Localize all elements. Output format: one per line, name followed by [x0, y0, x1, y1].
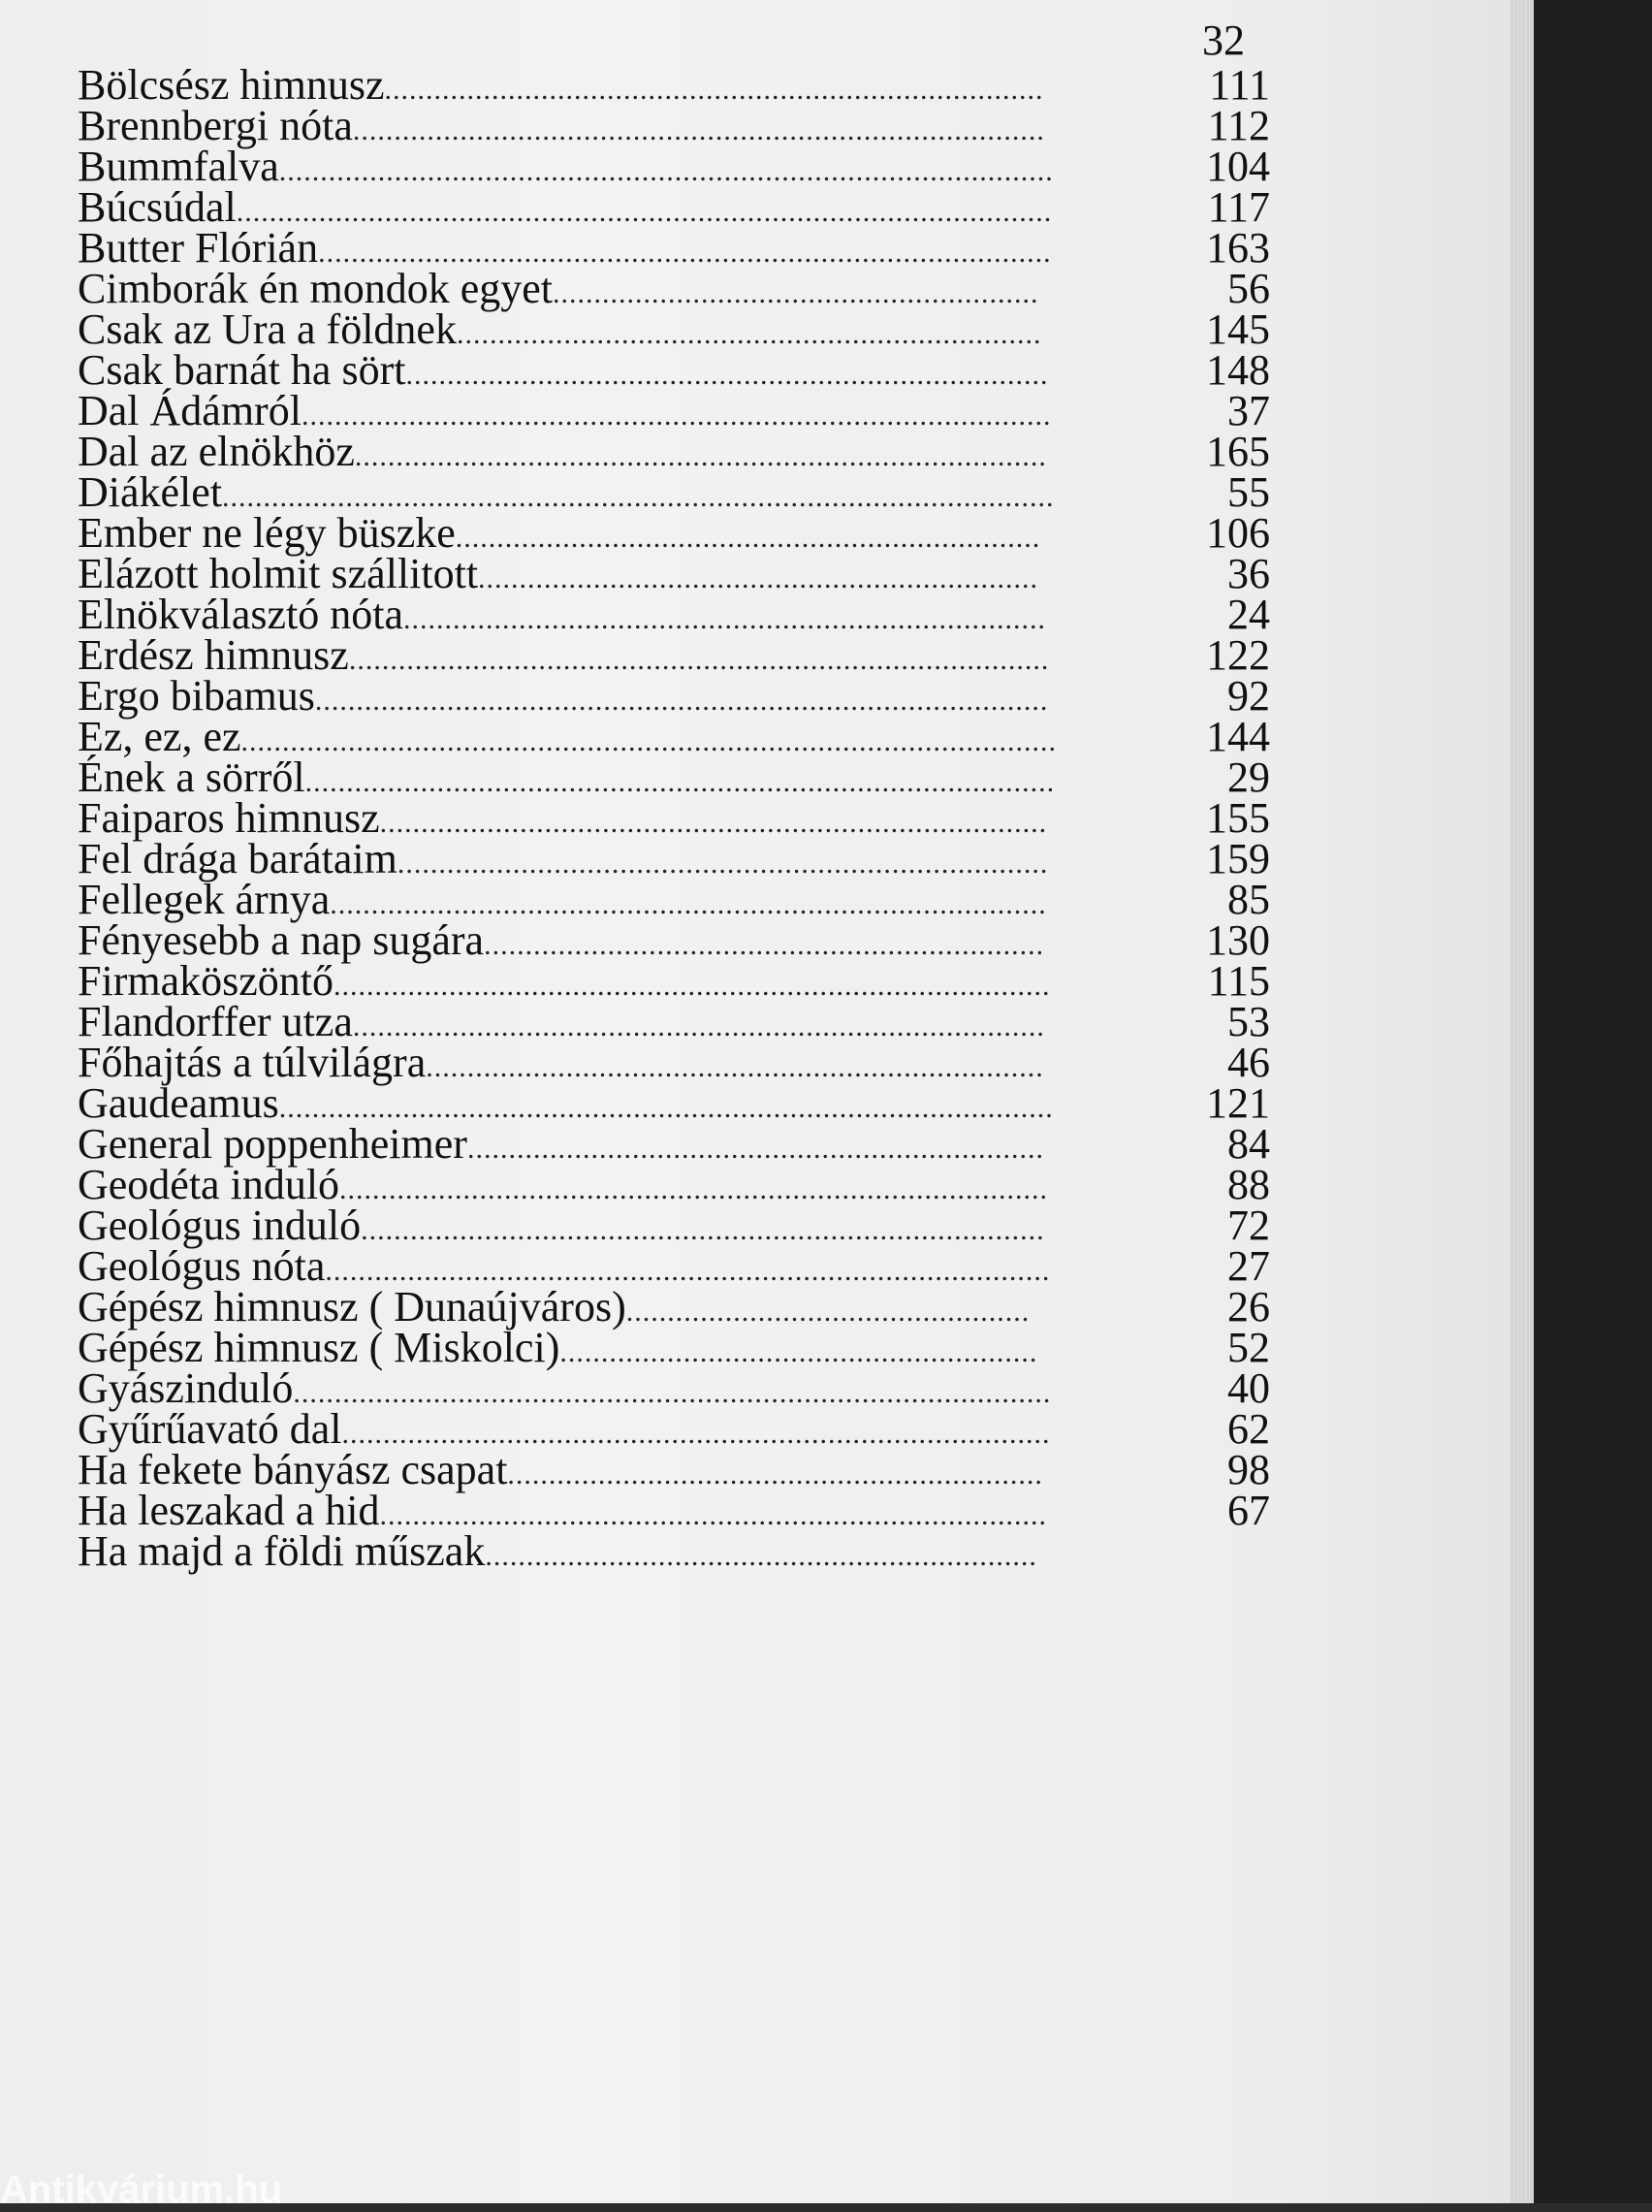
- dot-leader: ................................................................................: [384, 74, 1044, 106]
- entry-page-number: 92: [1227, 672, 1270, 720]
- entry-title: Főhajtás a túlvilágra: [78, 1039, 427, 1086]
- entry-page-number: 55: [1227, 468, 1270, 516]
- dot-leader: ...............................................................................: [397, 848, 1049, 880]
- dot-leader: .........................................................................................: [314, 685, 1049, 717]
- entry-title: Dal Ádámról: [78, 387, 302, 434]
- entry-title: Fel drága barátaim: [78, 835, 397, 882]
- entry-page-number: 46: [1227, 1039, 1270, 1086]
- entry-title: Ez, ez, ez: [78, 713, 241, 760]
- dot-leader: ...................................................................: [485, 1540, 1037, 1572]
- entry-page-number: 148: [1206, 346, 1270, 394]
- entry-page-number: 27: [1227, 1242, 1270, 1290]
- entry-page-number: 144: [1206, 713, 1270, 760]
- entry-title: Faiparos himnusz: [78, 794, 380, 842]
- dot-leader: .................................................................................: [379, 1499, 1048, 1531]
- dot-leader: .......................................................................: [455, 522, 1041, 554]
- entry-page-number: 106: [1206, 509, 1270, 557]
- dot-leader: ..............................................................................................: [278, 155, 1054, 187]
- dot-leader: ...................................................................................................: [236, 196, 1053, 228]
- dot-leader: .....................................................................................: [348, 644, 1050, 676]
- dot-leader: .................................................: [625, 1296, 1031, 1328]
- entry-page-number: 155: [1206, 794, 1270, 842]
- entry-title: Ha leszakad a hid: [78, 1487, 380, 1534]
- entry-page-number: 112: [1207, 102, 1270, 149]
- dot-leader: ...........................................................: [553, 277, 1039, 309]
- entry-title: Diákélet: [78, 468, 223, 516]
- entry-title: Gyászinduló: [78, 1364, 294, 1412]
- dot-leader: .........................................................................................: [318, 237, 1052, 269]
- dot-leader: .......................................................................: [456, 318, 1042, 350]
- entry-page-number: 36: [1227, 550, 1270, 597]
- dot-leader: ...........................................................................................: [301, 400, 1052, 432]
- dot-leader: ....................................................................: [484, 929, 1045, 961]
- entry-title: Ha fekete bányász csapat: [78, 1446, 508, 1493]
- dot-leader: ..........................................................: [559, 1336, 1038, 1368]
- dot-leader: ...........................................................................................: [304, 766, 1056, 798]
- entry-title: Gyűrűavató dal: [78, 1405, 342, 1453]
- entry-title: Gépész himnusz ( Dunaújváros): [78, 1283, 626, 1330]
- entry-title: Geodéta induló: [78, 1161, 340, 1208]
- dot-leader: ......................................................................................: [339, 1173, 1049, 1205]
- page-edge: [1510, 0, 1534, 2203]
- entry-title: Elnökválasztó nóta: [78, 591, 404, 638]
- dot-leader: ......................................................................................: [341, 1418, 1051, 1450]
- entry-page-number: 72: [1227, 1202, 1270, 1249]
- entry-page-number: 130: [1206, 916, 1270, 964]
- entry-title: Geológus induló: [78, 1202, 362, 1249]
- dot-leader: ....................................................................................: [352, 114, 1045, 146]
- background: [1534, 0, 1652, 2203]
- entry-title: Csak barnát ha sört: [78, 346, 406, 394]
- entry-page-number: 52: [1227, 1324, 1270, 1371]
- entry-title: Butter Flórián: [78, 224, 319, 272]
- entry-page-number: 67: [1227, 1487, 1270, 1534]
- entry-title: Ha majd a földi műszak: [78, 1527, 486, 1575]
- entry-title: Fellegek árnya: [78, 876, 331, 923]
- entry-page-number: 104: [1206, 143, 1270, 190]
- entry-page-number: 56: [1227, 265, 1270, 312]
- entry-title: Ének a sörről: [78, 753, 305, 801]
- dot-leader: ........................................................................................: [325, 1255, 1051, 1287]
- entry-page-number: 26: [1227, 1283, 1270, 1330]
- dot-leader: ....................................................................: [478, 562, 1039, 594]
- entry-page-number: 145: [1206, 305, 1270, 353]
- entry-page-number: 159: [1206, 835, 1270, 882]
- dot-leader: .................................................................................: [379, 807, 1048, 839]
- entry-page-number: 122: [1206, 631, 1270, 679]
- entry-page-number: 163: [1206, 224, 1270, 272]
- entry-title: Flandorffer utza: [78, 998, 353, 1045]
- dot-leader: .......................................................................................: [333, 970, 1051, 1002]
- dot-leader: ............................................................................................: [293, 1377, 1052, 1409]
- dot-leader: ..............................................................................: [405, 359, 1049, 391]
- entry-page-number: 29: [1227, 753, 1270, 801]
- entry-title: Elázott holmit szállitott: [78, 550, 479, 597]
- dot-leader: .....................................................................................................: [222, 481, 1055, 513]
- dot-leader: ..............................................................................: [403, 603, 1047, 635]
- entry-page-number: 115: [1207, 957, 1270, 1005]
- entry-title: Erdész himnusz: [78, 631, 349, 679]
- entry-title: Gaudeamus: [78, 1079, 279, 1127]
- entry-title: Gépész himnusz ( Miskolci): [78, 1324, 560, 1371]
- dot-leader: .......................................................................................: [330, 888, 1047, 920]
- page-number: 32: [1202, 16, 1245, 64]
- entry-page-number: 62: [1227, 1405, 1270, 1453]
- entry-title: Brennbergi nóta: [78, 102, 353, 149]
- entry-title: Csak az Ura a földnek: [78, 305, 457, 353]
- dot-leader: ....................................................................................: [352, 1010, 1045, 1042]
- entry-page-number: 165: [1206, 428, 1270, 475]
- dot-leader: ..............................................................................................: [278, 1092, 1054, 1124]
- entry-page-number: 98: [1227, 1446, 1270, 1493]
- toc-entry: [78, 1524, 1270, 1579]
- dot-leader: .................................................................: [507, 1459, 1043, 1491]
- entry-page-number: 40: [1227, 1364, 1270, 1412]
- entry-page-number: 85: [1227, 876, 1270, 923]
- entry-page-number: 37: [1227, 387, 1270, 434]
- entry-title: Bölcsész himnusz: [78, 61, 385, 109]
- dot-leader: ......................................................................: [466, 1133, 1044, 1165]
- entry-page-number: 111: [1209, 61, 1270, 109]
- entry-title: Bummfalva: [78, 143, 279, 190]
- entry-page-number: 53: [1227, 998, 1270, 1045]
- dot-leader: ...................................................................................................: [240, 725, 1058, 757]
- entry-title: Búcsúdal: [78, 183, 237, 231]
- entry-page-number: 24: [1227, 591, 1270, 638]
- entry-title: Fényesebb a nap sugára: [78, 916, 485, 964]
- watermark: Antikvárium.hu: [0, 2168, 283, 2211]
- entry-title: General poppenheimer: [78, 1120, 467, 1168]
- entry-title: Ergo bibamus: [78, 672, 315, 720]
- entry-page-number: 117: [1207, 183, 1270, 231]
- entry-page-number: 84: [1227, 1120, 1270, 1168]
- dot-leader: ....................................................................................: [354, 440, 1047, 472]
- dot-leader: ...........................................................................: [426, 1051, 1044, 1083]
- entry-title: Ember ne légy büszke: [78, 509, 456, 557]
- entry-title: Firmaköszöntő: [78, 957, 334, 1005]
- entry-page-number: 121: [1206, 1079, 1270, 1127]
- dot-leader: ...................................................................................: [361, 1214, 1045, 1246]
- entry-title: Cimborák én mondok egyet: [78, 265, 554, 312]
- entry-title: Dal az elnökhöz: [78, 428, 355, 475]
- entry-title: Geológus nóta: [78, 1242, 326, 1290]
- entry-page-number: 88: [1227, 1161, 1270, 1208]
